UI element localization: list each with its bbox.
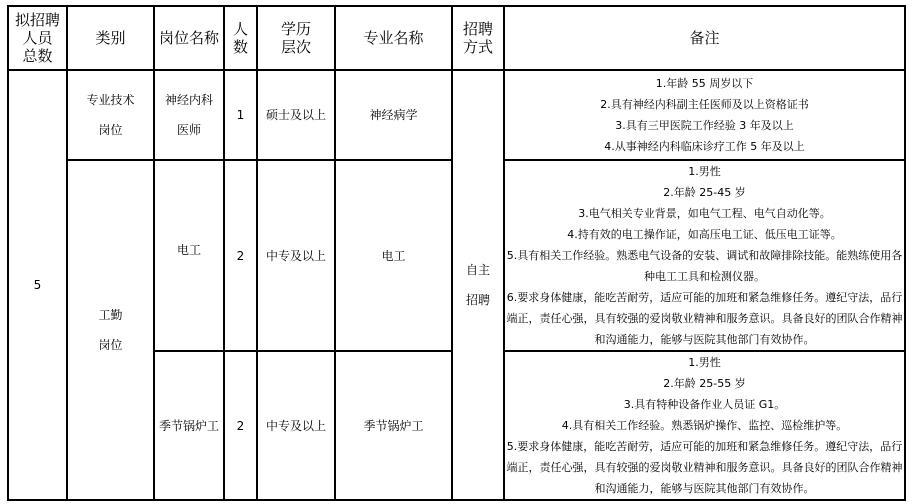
header-row	[8, 6, 905, 70]
table-row	[8, 70, 905, 160]
count-cell: 1	[224, 70, 257, 160]
header-total-line: 总数	[22, 47, 53, 65]
header-major: 专业名称	[335, 6, 452, 70]
method-cell	[452, 70, 504, 500]
note-item: 1.男性	[688, 356, 721, 369]
category-line: 专业技术	[86, 93, 135, 107]
header-education-line: 学历	[280, 20, 311, 38]
note-item: 2.具有神经内科副主任医师及以上资格证书	[600, 98, 809, 111]
header-count	[224, 6, 257, 70]
note-item: 3.电气相关专业背景，如电气工程、电气自动化等。	[578, 207, 831, 220]
header-notes: 备注	[504, 6, 905, 70]
category-cell	[67, 70, 154, 160]
note-item: 1.男性	[688, 165, 721, 178]
note-item: 4.从事神经内科临床诊疗工作 5 年及以上	[604, 140, 805, 153]
header-method	[452, 6, 504, 70]
major-cell: 神经病学	[335, 70, 452, 160]
notes-cell	[504, 160, 905, 351]
header-position: 岗位名称	[154, 6, 224, 70]
education-cell: 硕士及以上	[257, 70, 335, 160]
count-cell: 2	[224, 351, 257, 500]
header-method-line: 方式	[462, 38, 493, 56]
note-item: 5.具有相关工作经验。熟悉电气设备的安装、调试和故障排除技能。能熟练使用各种电工工具和检测仪器。	[506, 249, 903, 283]
major-cell: 电工	[335, 160, 452, 351]
notes-cell	[504, 351, 905, 500]
header-count-line: 人	[232, 20, 248, 38]
method-line: 自主	[465, 263, 490, 277]
total-count-cell: 5	[8, 70, 67, 500]
note-item: 6.要求身体健康，能吃苦耐劳，适应可能的加班和紧急维修任务。遵纪守法，品行端正，责任心强，具有较强的爱岗敬业精神和服务意识。具备良好的团队合作精神和沟通能力，能够与医院其他部门有效协作。	[506, 291, 903, 346]
education-cell: 中专及以上	[257, 351, 335, 500]
note-item: 4.具有相关工作经验。熟悉锅炉操作、监控、巡检维护等。	[561, 419, 848, 432]
major-cell: 季节锅炉工	[335, 351, 452, 500]
position-line: 医师	[176, 123, 201, 137]
note-item: 1.年龄 55 周岁以下	[655, 77, 754, 90]
header-method-line: 招聘	[462, 20, 493, 38]
category-line: 岗位	[98, 123, 123, 137]
category-line: 工勤	[98, 308, 123, 322]
category-cell	[67, 160, 154, 500]
position-cell	[154, 70, 224, 160]
note-item: 2.年龄 25-55 岁	[663, 377, 746, 390]
position-line: 电工	[176, 243, 201, 257]
position-cell	[154, 160, 224, 351]
method-line: 招聘	[465, 293, 490, 307]
education-cell: 中专及以上	[257, 160, 335, 351]
note-item: 5.要求身体健康，能吃苦耐劳，适应可能的加班和紧急维修任务。遵纪守法，品行端正，责任心强，具有较强的爱岗敬业精神和服务意识。具备良好的团队合作精神和沟通能力，能够与医院其他部门有效协作。	[506, 440, 903, 495]
header-category: 类别	[67, 6, 154, 70]
note-item: 4.持有效的电工操作证，如高压电工证、低压电工证等。	[567, 228, 842, 241]
notes-cell	[504, 70, 905, 160]
header-education-line: 层次	[280, 38, 311, 56]
position-cell: 季节锅炉工	[154, 351, 224, 500]
header-education	[257, 6, 335, 70]
header-total	[8, 6, 67, 70]
note-item: 3.具有特种设备作业人员证 G1。	[623, 398, 786, 411]
category-line: 岗位	[98, 338, 123, 352]
note-item: 3.具有三甲医院工作经验 3 年及以上	[615, 119, 794, 132]
header-total-line: 拟招聘	[14, 11, 60, 29]
header-count-line: 数	[232, 38, 248, 56]
note-item: 2.年龄 25-45 岁	[663, 186, 746, 199]
recruitment-table	[7, 5, 906, 501]
count-cell: 2	[224, 160, 257, 351]
header-total-line: 人员	[22, 29, 53, 47]
position-line: 神经内科	[164, 93, 213, 107]
